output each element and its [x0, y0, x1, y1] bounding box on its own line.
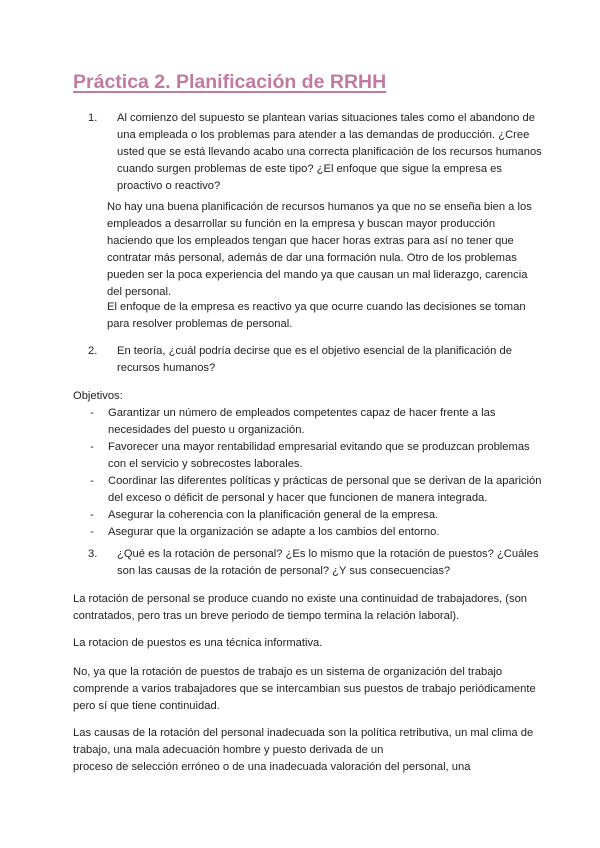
list-item-text: Asegurar que la organización se adapte a los cambios del entorno. — [108, 526, 440, 538]
answer-1-paragraph-1 — [107, 199, 542, 301]
bullet-marker: - — [90, 441, 94, 453]
document-title: Práctica 2. Planificación de RRHH — [73, 71, 387, 93]
list-item — [73, 473, 543, 507]
question-number: 1. — [88, 112, 98, 124]
bullet-marker: - — [90, 509, 94, 521]
question-1 — [88, 110, 542, 195]
paragraph-text: No hay una buena planificación de recursos humanos ya que no se enseña bien a los empleados a desarrollar su función en la empresa y buscan mayor producción haciendo que los empleados tengan que hacer horas extras para así no tener que contratar más personal, además de dar una formación nula. Otro de los problemas pueden ser la poca experiencia del mando ya que causan un mal liderazgo, carencia del personal. — [107, 201, 532, 298]
list-item — [73, 524, 543, 541]
list-item-text: Asegurar la coherencia con la planificación general de la empresa. — [108, 509, 439, 521]
answer-3-paragraph-2 — [73, 635, 543, 652]
question-2 — [88, 343, 542, 377]
label-text: Objetivos: — [73, 390, 123, 402]
list-item — [73, 507, 543, 524]
question-text: ¿Qué es la rotación de personal? ¿Es lo mismo que la rotación de puestos? ¿Cuáles son las causas de la rotación de personal? ¿Y sus consecuencias? — [117, 548, 539, 577]
objectives-label — [73, 388, 543, 405]
paragraph-text: La rotación de personal se produce cuando no existe una continuidad de trabajadores, (son contratados, pero tras un breve periodo de tiempo termina la relación laboral). — [73, 593, 528, 622]
question-number: 3. — [88, 548, 98, 560]
answer-3-paragraph-1 — [73, 591, 543, 625]
list-item-text: Favorecer una mayor rentabilidad empresarial evitando que se produzcan problemas con el servicio y sobrecostes laborales. — [108, 441, 530, 470]
question-3 — [88, 546, 542, 580]
paragraph-text: No, ya que la rotación de puestos de trabajo es un sistema de organización del trabajo comprende a varios trabajadores que se intercambian sus puestos de trabajo periódicamente pero sí que tiene continuidad. — [73, 666, 536, 712]
paragraph-text: Las causas de la rotación del personal inadecuada son la política retributiva, un mal clima de trabajo, una mala adecuación hombre y puesto derivada de un — [73, 727, 534, 756]
question-text: En teoría, ¿cuál podría decirse que es el objetivo esencial de la planificación de recursos humanos? — [117, 345, 512, 374]
question-number: 2. — [88, 345, 98, 357]
bullet-marker: - — [90, 407, 94, 419]
paragraph-text: proceso de selección erróneo o de una inadecuada valoración del personal, una — [73, 761, 471, 773]
paragraph-text: La rotacion de puestos es una técnica informativa. — [73, 637, 323, 649]
list-item-text: Coordinar las diferentes políticas y prácticas de personal que se derivan de la aparición del exceso o déficit de personal y hacer que funcionen de manera integrada. — [108, 475, 542, 504]
answer-3-paragraph-3 — [73, 664, 543, 715]
bullet-marker: - — [90, 475, 94, 487]
bullet-marker: - — [90, 526, 94, 538]
objectives-list — [73, 405, 543, 541]
question-text: Al comienzo del supuesto se plantean varias situaciones tales como el abandono de una empleada o los problemas para atender a las demandas de producción. ¿Cree usted que se está llevando acabo una correcta planificación de los recursos humanos cuando surgen problemas de este tipo? ¿El enfoque que sigue la empresa es proactivo o reactivo? — [117, 112, 542, 192]
list-item — [73, 439, 543, 473]
list-item-text: Garantizar un número de empleados competentes capaz de hacer frente a las necesidades del puesto u organización. — [108, 407, 496, 436]
answer-3-paragraph-4 — [73, 725, 543, 776]
answer-1-paragraph-2 — [107, 299, 542, 333]
paragraph-text: El enfoque de la empresa es reactivo ya que ocurre cuando las decisiones se toman para resolver problemas de personal. — [107, 301, 526, 330]
list-item — [73, 405, 543, 439]
